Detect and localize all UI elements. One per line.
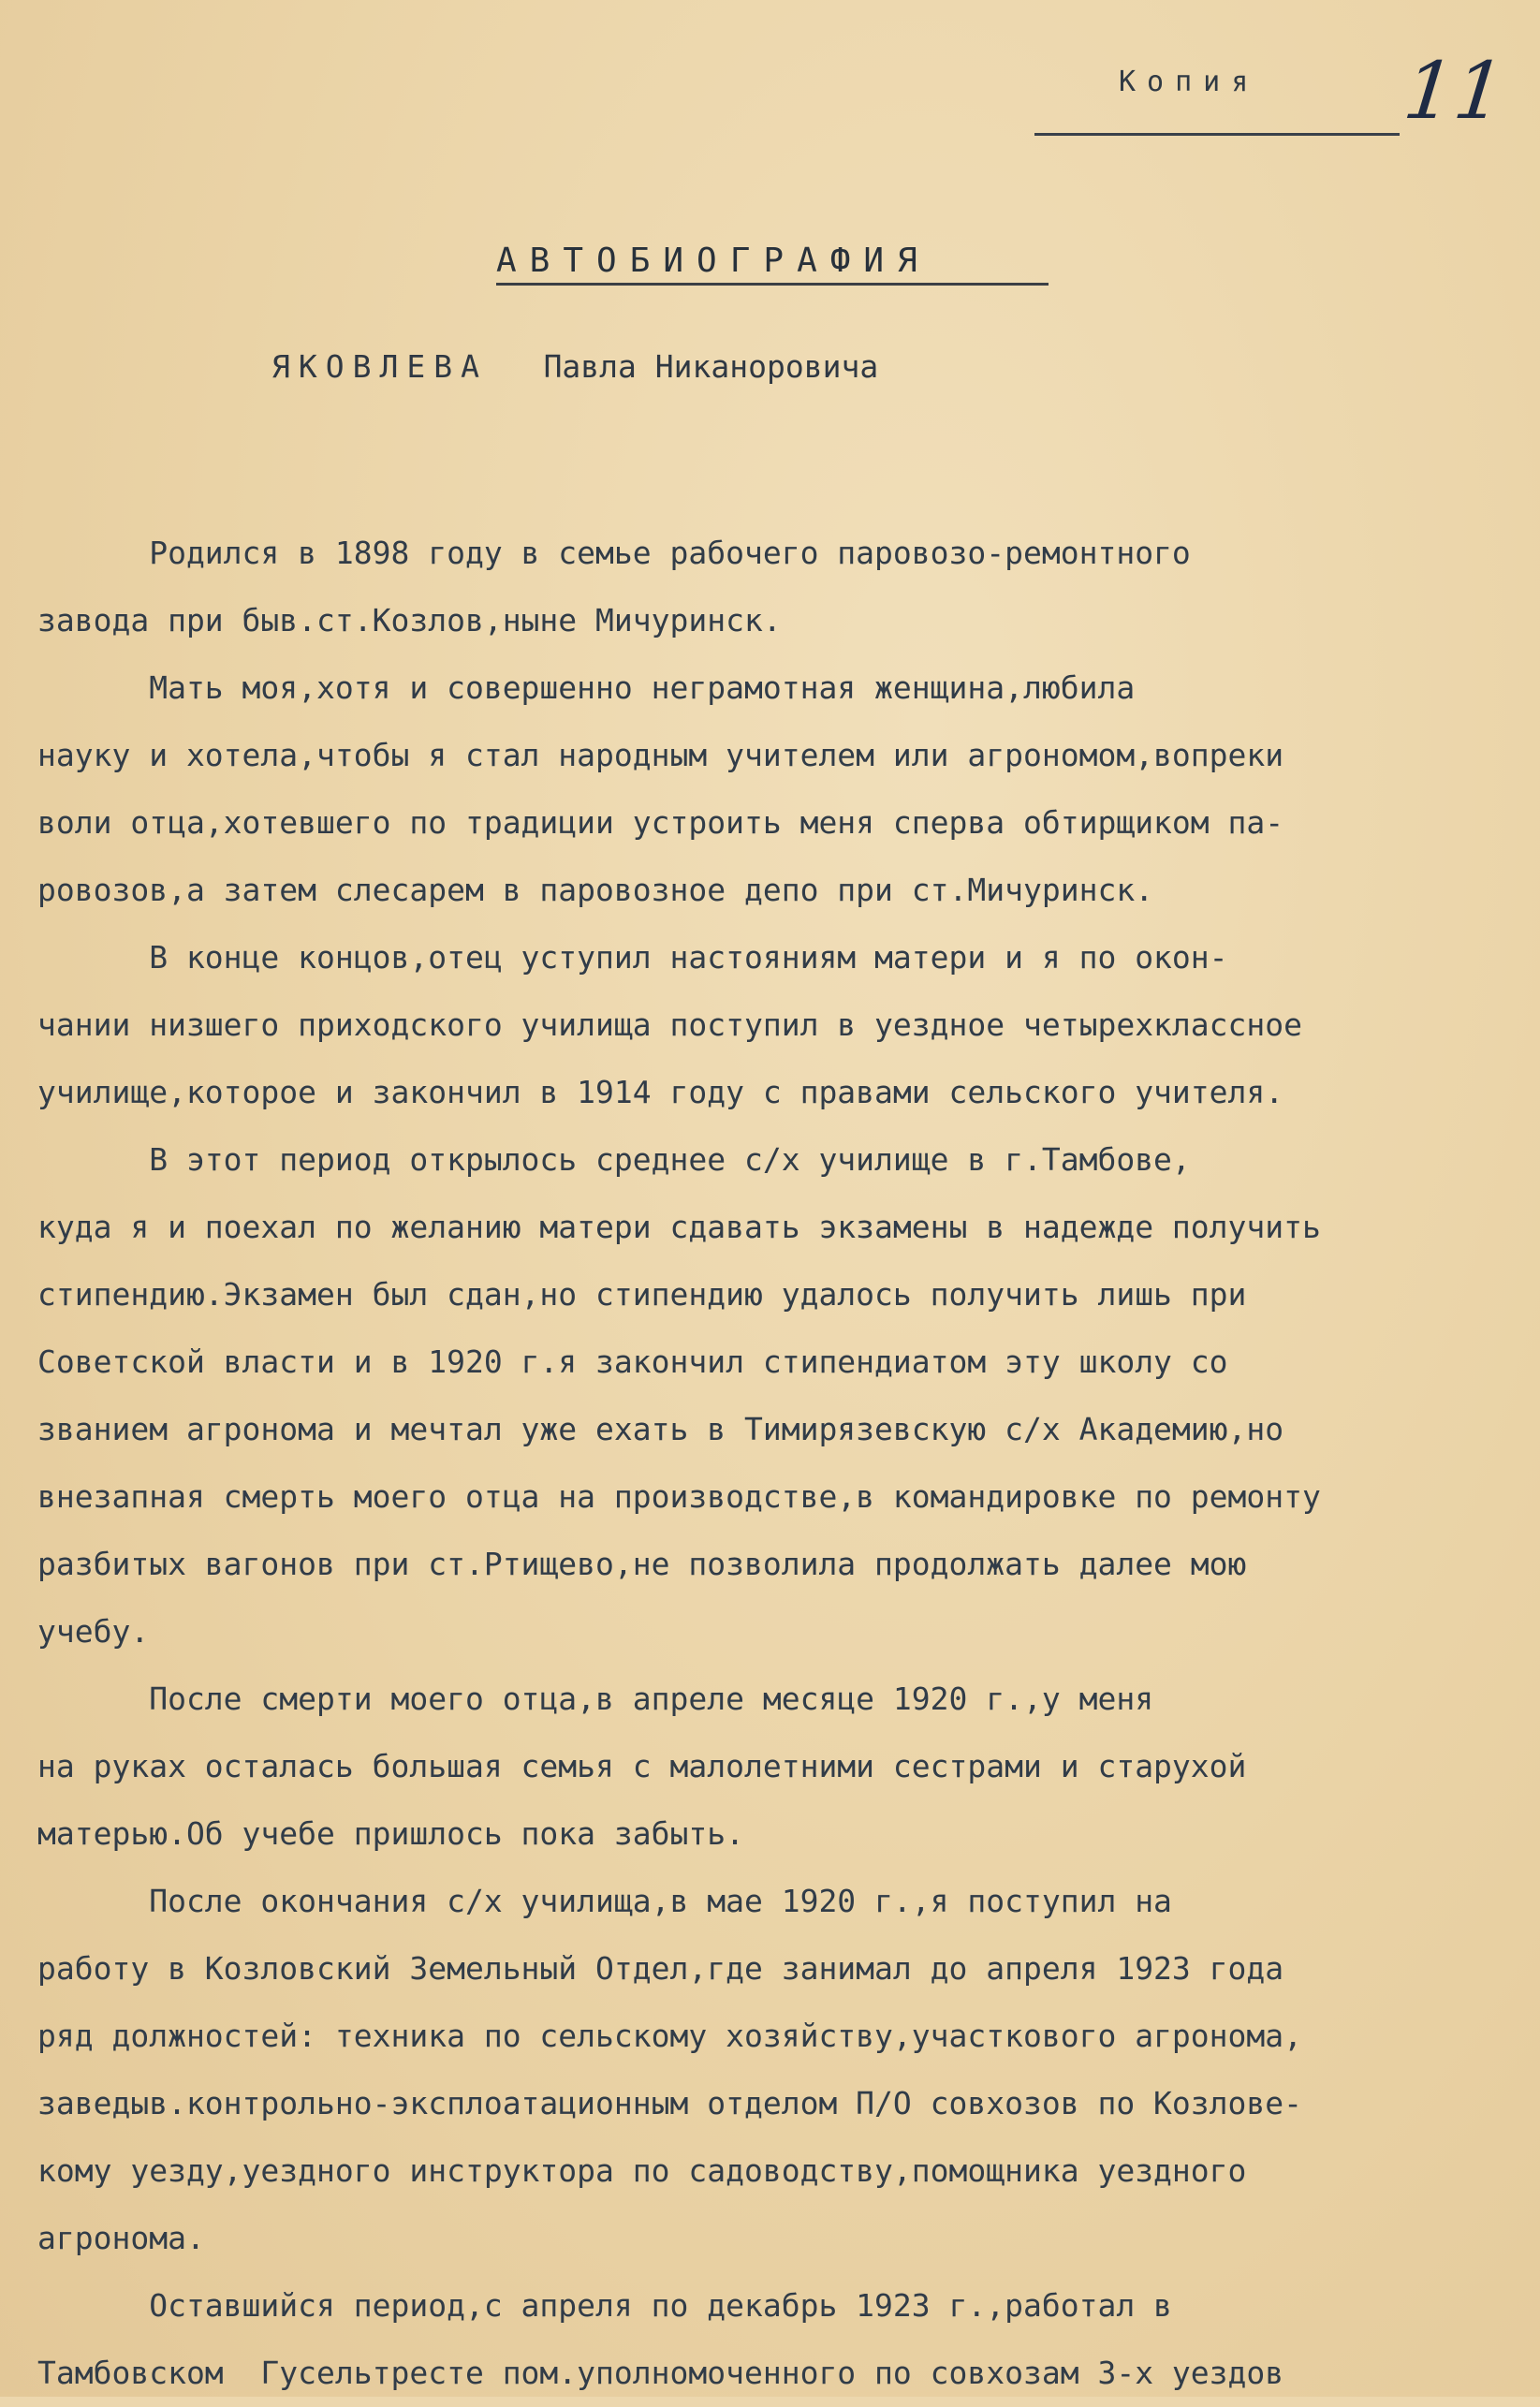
document-title: АВТОБИОГРАФИЯ — [496, 242, 931, 280]
text-line: Тамбовском Гусельтресте пом.уполномоченного по совхозам 3-х уездов — [37, 2355, 1284, 2391]
text-line: кому уезду,уездного инструктора по садоводству,помощника уездного — [37, 2152, 1247, 2189]
text-line: внезапная смерть моего отца на производстве,в командировке по ремонту — [37, 1478, 1321, 1515]
text-line: ряд должностей: техника по сельскому хозяйству,участкового агронома, — [37, 2018, 1303, 2054]
text-line: воли отца,хотевшего по традиции устроить меня сперва обтирщиком па- — [37, 804, 1284, 841]
text-line: званием агронома и мечтал уже ехать в Тимирязевскую с/х Академию,но — [37, 1411, 1284, 1447]
copy-underline — [1034, 133, 1400, 136]
text-line: В конце концов,отец уступил настояниям матери и я по окон- — [37, 939, 1228, 976]
text-line: на руках осталась большая семья с малолетними сестрами и старухой — [37, 1748, 1247, 1784]
text-line: завода при быв.ст.Козлов,ныне Мичуринск. — [37, 602, 782, 638]
text-line: В этот период открылось среднее с/х училище в г.Тамбове, — [37, 1141, 1191, 1178]
text-line: чании низшего приходского училища поступил в уездное четырехклассное — [37, 1006, 1303, 1043]
subject-surname: ЯКОВЛЕВА — [271, 348, 488, 385]
text-line: заведыв.контрольно-эксплоатационным отделом П/О совхозов по Козлове- — [37, 2085, 1303, 2121]
text-line: Оставшийся период,с апреля по декабрь 1923 г.,работал в — [37, 2287, 1172, 2324]
text-line: науку и хотела,чтобы я стал народным учителем или агрономом,вопреки — [37, 737, 1284, 773]
handwritten-page-number: 11 — [1399, 45, 1510, 137]
text-line: ровозов,а затем слесарем в паровозное депо при ст.Мичуринск. — [37, 872, 1154, 908]
text-line: учебу. — [37, 1613, 150, 1650]
text-line: училище,которое и закончил в 1914 году с правами сельского учителя. — [37, 1074, 1284, 1110]
text-line: Родился в 1898 году в семье рабочего паровозо-ремонтного — [37, 535, 1191, 571]
text-line: разбитых вагонов при ст.Ртищево,не позволила продолжать далее мою — [37, 1546, 1247, 1582]
text-line: агронома. — [37, 2220, 205, 2256]
title-underline — [496, 283, 1049, 286]
subject-given-names: Павла Никаноровича — [543, 348, 879, 385]
text-line: Советской власти и в 1920 г.я закончил стипендиатом эту школу со — [37, 1343, 1228, 1380]
text-line: После смерти моего отца,в апреле месяце 1920 г.,у меня — [37, 1680, 1154, 1717]
text-line: стипендию.Экзамен был сдан,но стипендию удалось получить лишь при — [37, 1276, 1247, 1313]
text-line: матерью.Об учебе пришлось пока забыть. — [37, 1815, 744, 1852]
copy-label: Копия — [1119, 66, 1260, 98]
text-line: куда я и поехал по желанию матери сдавать экзамены в надежде получить — [37, 1209, 1321, 1245]
text-line: работу в Козловский Земельный Отдел,где занимал до апреля 1923 года — [37, 1950, 1284, 1987]
text-line: Мать моя,хотя и совершенно неграмотная женщина,любила — [37, 669, 1136, 706]
autobiography-body — [37, 520, 1526, 2407]
text-line: После окончания с/х училища,в мае 1920 г.,я поступил на — [37, 1883, 1172, 1919]
subject-name — [271, 348, 878, 385]
